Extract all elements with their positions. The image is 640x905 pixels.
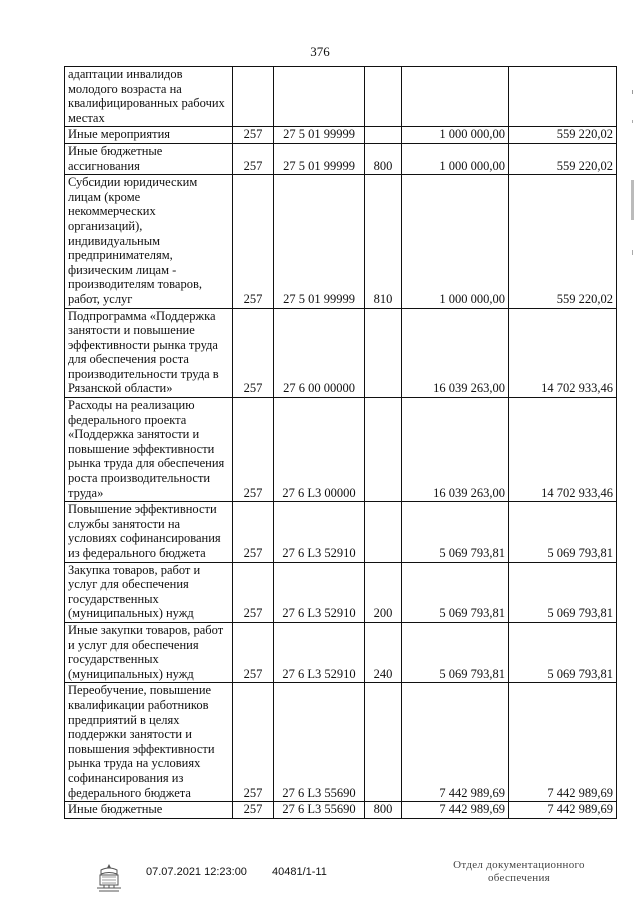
- row-ved-code-cell: 257: [233, 127, 274, 144]
- table-body: [65, 67, 617, 819]
- row-vr-code-cell: 800: [365, 143, 402, 174]
- table-row: [65, 127, 617, 144]
- department-stamp: [438, 859, 600, 885]
- row-csr-code-cell: 27 6 L3 52910: [274, 502, 365, 562]
- row-plan-amount-cell: 16 039 263,00: [402, 308, 509, 398]
- row-plan-amount-cell: 5 069 793,81: [402, 622, 509, 682]
- row-plan-amount-cell: 7 442 989,69: [402, 683, 509, 802]
- row-vr-code-cell: [365, 683, 402, 802]
- table-row: [65, 308, 617, 398]
- row-ved-code-cell: 257: [233, 502, 274, 562]
- budget-table: [64, 66, 617, 819]
- page-number: 376: [310, 44, 330, 59]
- row-vr-code-cell: 800: [365, 802, 402, 819]
- row-name-cell: Подпрограмма «Поддержка занятости и повышение эффективности рынка труда для обеспечения роста производительности труда в Рязанской области»: [65, 308, 233, 398]
- department-stamp-line2: обеспечения: [487, 872, 551, 884]
- row-fact-amount-cell: 559 220,02: [509, 175, 617, 308]
- row-csr-code-cell: 27 6 L3 52910: [274, 562, 365, 622]
- row-plan-amount-cell: 1 000 000,00: [402, 127, 509, 144]
- row-name-cell: Переобучение, повышение квалификации работников предприятий в целях поддержки занятости и повышения эффективности рынка труда на условиях софинансирования из федерального бюджета: [65, 683, 233, 802]
- row-fact-amount-cell: 5 069 793,81: [509, 502, 617, 562]
- row-ved-code-cell: 257: [233, 802, 274, 819]
- row-plan-amount-cell: 1 000 000,00: [402, 143, 509, 174]
- row-plan-amount-cell: 1 000 000,00: [402, 175, 509, 308]
- row-csr-code-cell: 27 6 00 00000: [274, 308, 365, 398]
- row-csr-code-cell: 27 5 01 99999: [274, 127, 365, 144]
- row-vr-code-cell: [365, 127, 402, 144]
- row-vr-code-cell: 240: [365, 622, 402, 682]
- row-vr-code-cell: [365, 502, 402, 562]
- table-row: [65, 398, 617, 502]
- row-fact-amount-cell: 559 220,02: [509, 143, 617, 174]
- table-row: [65, 683, 617, 802]
- table-row: [65, 502, 617, 562]
- row-name-cell: Субсидии юридическим лицам (кроме некоммерческих организаций), индивидуальным предпринимателям, физическим лицам - производителям товаров, работ, услуг: [65, 175, 233, 308]
- row-ved-code-cell: 257: [233, 683, 274, 802]
- row-ved-code-cell: 257: [233, 562, 274, 622]
- row-csr-code-cell: 27 6 L3 55690: [274, 683, 365, 802]
- row-fact-amount-cell: 5 069 793,81: [509, 622, 617, 682]
- coat-of-arms-emblem-icon: [92, 861, 126, 895]
- row-ved-code-cell: 257: [233, 308, 274, 398]
- row-vr-code-cell: [365, 398, 402, 502]
- row-plan-amount-cell: 7 442 989,69: [402, 802, 509, 819]
- page-footer: [0, 860, 640, 900]
- stamp-date: 07.07.2021 12:23:00: [146, 866, 247, 878]
- registration-number: 40481/1-11: [272, 866, 327, 878]
- row-csr-code-cell: 27 5 01 99999: [274, 175, 365, 308]
- row-plan-amount-cell: 16 039 263,00: [402, 398, 509, 502]
- row-plan-amount-cell: 5 069 793,81: [402, 502, 509, 562]
- table-row: [65, 143, 617, 174]
- row-ved-code-cell: 257: [233, 398, 274, 502]
- row-name-cell: Иные бюджетные ассигнования: [65, 143, 233, 174]
- row-name-cell: Повышение эффективности службы занятости на условиях софинансирования из федерального бюджета: [65, 502, 233, 562]
- row-name-cell: Иные бюджетные: [65, 802, 233, 819]
- row-csr-code-cell: 27 6 L3 55690: [274, 802, 365, 819]
- row-name-cell: Закупка товаров, работ и услуг для обеспечения государственных (муниципальных) нужд: [65, 562, 233, 622]
- row-fact-amount-cell: 14 702 933,46: [509, 398, 617, 502]
- row-plan-amount-cell: 5 069 793,81: [402, 562, 509, 622]
- margin-scan-marks: [630, 90, 636, 290]
- row-csr-code-cell: 27 6 L3 00000: [274, 398, 365, 502]
- row-ved-code-cell: 257: [233, 175, 274, 308]
- row-vr-code-cell: 810: [365, 175, 402, 308]
- row-name-cell: Иные мероприятия: [65, 127, 233, 144]
- row-csr-code-cell: 27 6 L3 52910: [274, 622, 365, 682]
- row-ved-code-cell: 257: [233, 143, 274, 174]
- row-plan-amount-cell: [402, 67, 509, 127]
- row-fact-amount-cell: 559 220,02: [509, 127, 617, 144]
- row-fact-amount-cell: 14 702 933,46: [509, 308, 617, 398]
- row-fact-amount-cell: [509, 67, 617, 127]
- row-vr-code-cell: [365, 308, 402, 398]
- table-row: [65, 175, 617, 308]
- table-row: [65, 562, 617, 622]
- row-fact-amount-cell: 5 069 793,81: [509, 562, 617, 622]
- row-name-cell: Иные закупки товаров, работ и услуг для обеспечения государственных (муниципальных) нужд: [65, 622, 233, 682]
- row-name-cell: Расходы на реализацию федерального проекта «Поддержка занятости и повышение эффективности рынка труда для обеспечения роста производительности труда»: [65, 398, 233, 502]
- row-csr-code-cell: [274, 67, 365, 127]
- row-name-cell: адаптации инвалидов молодого возраста на квалифицированных рабочих местах: [65, 67, 233, 127]
- department-stamp-line1: Отдел документационного: [453, 859, 585, 871]
- row-ved-code-cell: [233, 67, 274, 127]
- table-row: [65, 802, 617, 819]
- row-vr-code-cell: [365, 67, 402, 127]
- row-fact-amount-cell: 7 442 989,69: [509, 683, 617, 802]
- row-csr-code-cell: 27 5 01 99999: [274, 143, 365, 174]
- table-row: [65, 622, 617, 682]
- table-row: [65, 67, 617, 127]
- row-ved-code-cell: 257: [233, 622, 274, 682]
- row-fact-amount-cell: 7 442 989,69: [509, 802, 617, 819]
- row-vr-code-cell: 200: [365, 562, 402, 622]
